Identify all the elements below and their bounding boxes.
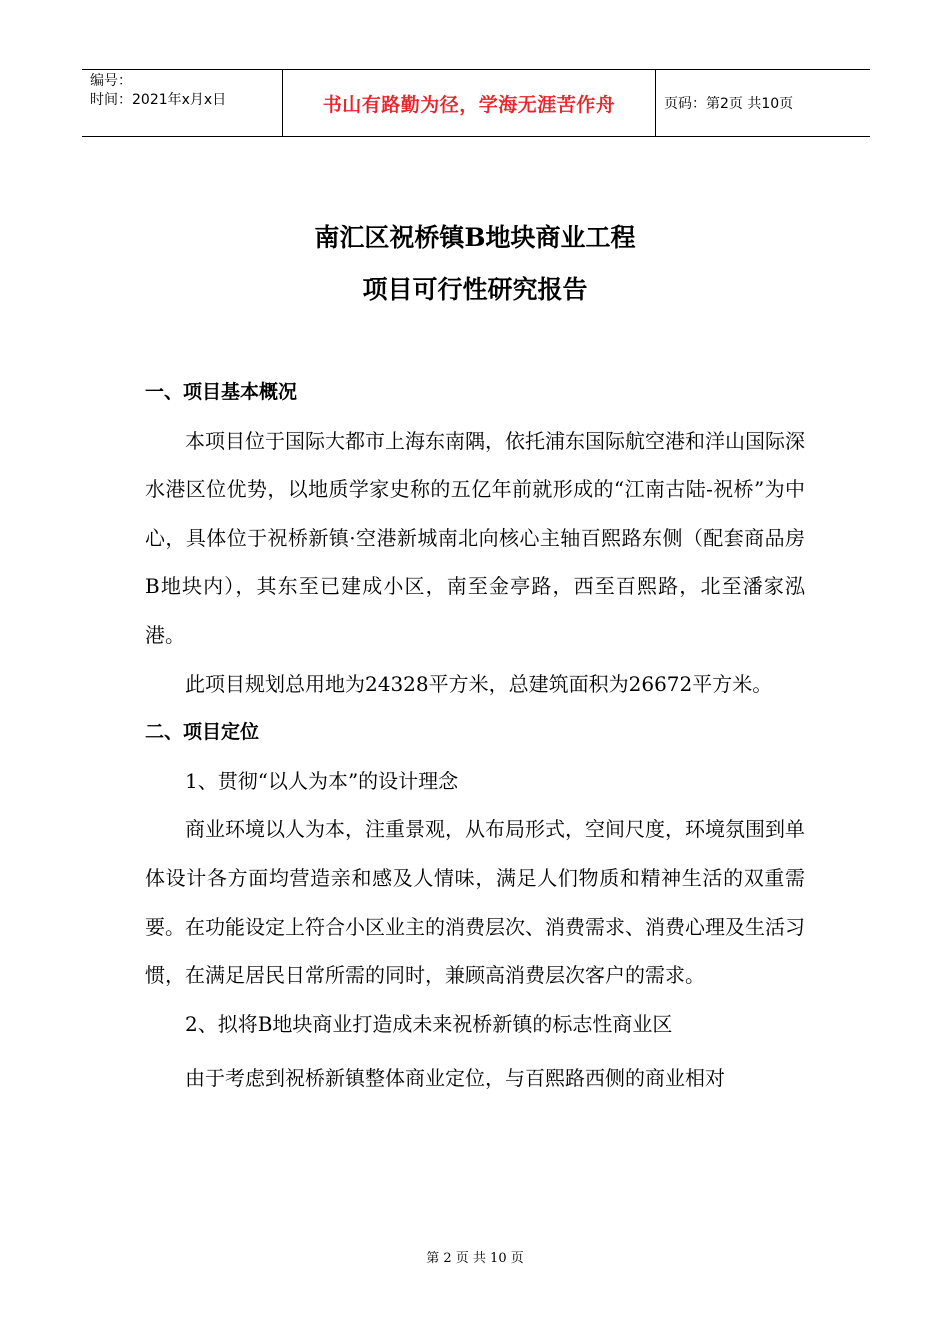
paragraph: 商业环境以人为本，注重景观，从布局形式，空间尺度，环境氛围到单体设计各方面均营造亲和感及人情味，满足人们物质和精神生活的双重需要。在功能设定上符合小区业主的消费层次、消费需求、消费心理及生活习惯，在满足居民日常所需的同时，兼顾高消费层次客户的需求。 xyxy=(145,817,805,988)
header-meta xyxy=(82,70,282,136)
section-heading-2: 二、项目定位 xyxy=(145,721,260,744)
time-label: 时间：2021年x月x日 xyxy=(90,92,227,108)
header-page-cell xyxy=(656,70,870,136)
list-item: 1、贯彻“以人为本”的设计理念 xyxy=(185,768,459,793)
paragraph: 本项目位于国际大都市上海东南隅，依托浦东国际航空港和洋山国际深水港区位优势，以地质学家史称的五亿年前就形成的“江南古陆-祝桥”为中心，具体位于祝桥新镇·空港新城南北向核心主轴百熙路东侧（配套商品房B地块内），其东至已建成小区，南至金亭路，西至百熙路，北至潘家泓港。 xyxy=(145,428,805,647)
document-title-line1: 南汇区祝桥镇B地块商业工程 xyxy=(314,223,636,252)
list-item: 2、拟将B地块商业打造成未来祝桥新镇的标志性商业区 xyxy=(185,1011,673,1036)
document-body xyxy=(145,368,805,1103)
paragraph: 由于考虑到祝桥新镇整体商业定位，与百熙路西侧的商业相对 xyxy=(185,1066,725,1091)
slogan: 书山有路勤为径，学海无涯苦作舟 xyxy=(322,93,616,116)
page-info: 页码：第2页 共10页 xyxy=(664,96,794,112)
section-heading-1: 一、项目基本概况 xyxy=(145,381,298,403)
page-footer: 第 2 页 共 10 页 xyxy=(426,1251,524,1266)
paragraph: 此项目规划总用地为24328平方米，总建筑面积为26672平方米。 xyxy=(185,671,773,696)
number-label: 编号： xyxy=(90,73,132,89)
header-slogan-cell xyxy=(282,70,656,136)
document-title-line2: 项目可行性研究报告 xyxy=(362,275,588,304)
document-header xyxy=(82,69,870,137)
